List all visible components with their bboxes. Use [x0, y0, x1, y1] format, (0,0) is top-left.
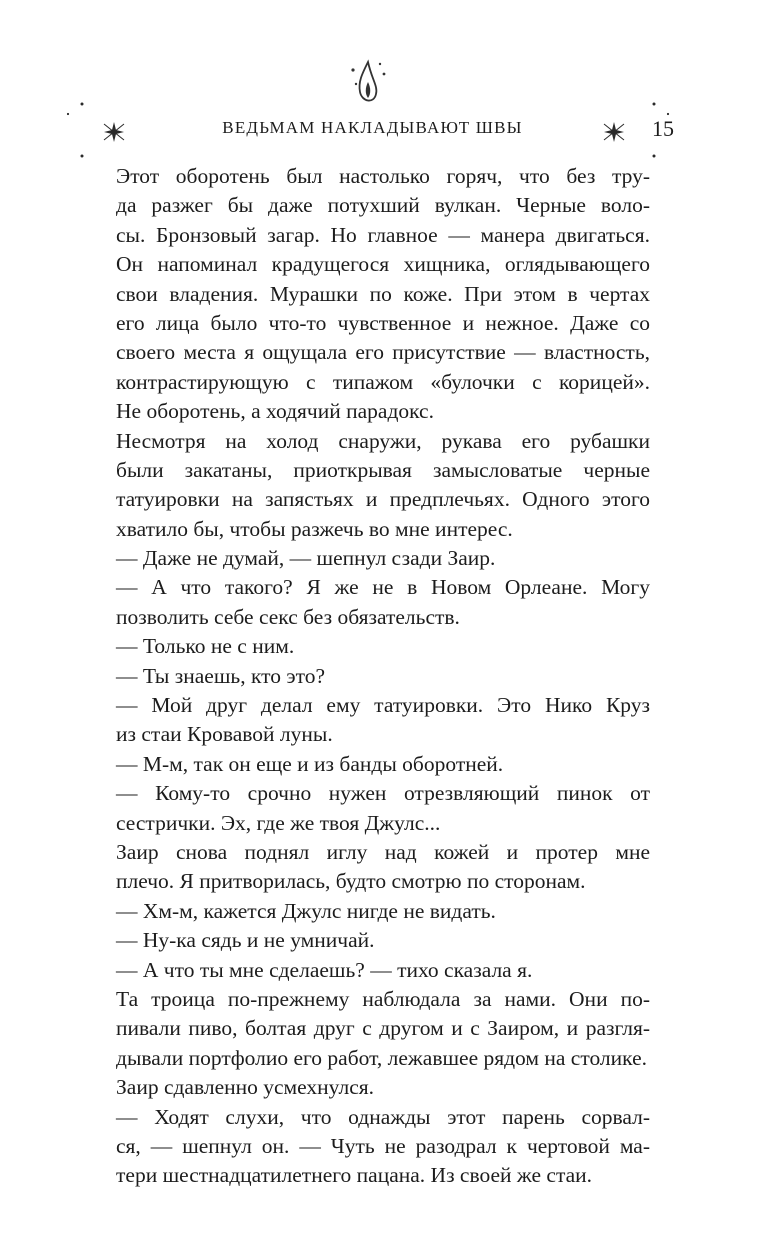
- text-line: позволить себе секс без обязательств.: [116, 604, 460, 629]
- text-line: татуировки на запястьях и предплечьях. Одного этого: [116, 487, 650, 512]
- text-line: Не оборотень, а ходячий парадокс.: [116, 399, 434, 424]
- body-text: [116, 162, 650, 1191]
- text-line: — М-м, так он еще и из банды оборотней.: [116, 751, 504, 776]
- text-line: сестрички. Эх, где же твоя Джулс...: [116, 810, 441, 835]
- text-line: Он напоминал крадущегося хищника, оглядывающего: [116, 252, 650, 277]
- text-line: — Ходят слухи, что однажды этот парень сорвал-: [116, 1104, 650, 1129]
- running-title: ВЕДЬМАМ НАКЛАДЫВАЮТ ШВЫ: [222, 118, 523, 137]
- text-line: своего места я ощущала его присутствие — властность,: [116, 340, 650, 365]
- candle-flame-icon: [344, 58, 392, 118]
- page-header: [0, 0, 768, 170]
- text-line: — Ну-ка сядь и не умничай.: [116, 928, 375, 953]
- moon-star-left-icon: [62, 100, 142, 160]
- text-line: да разжег бы даже потухший вулкан. Черные воло-: [116, 193, 650, 218]
- text-line: Этот оборотень был настолько горяч, что без тру-: [116, 164, 650, 188]
- text-line: плечо. Я притворилась, будто смотрю по сторонам.: [116, 869, 586, 894]
- text-line: контрастирующую с типажом «булочки с корицей».: [116, 369, 650, 394]
- text-line: Заир снова поднял иглу над кожей и протер мне: [116, 839, 650, 864]
- text-line: Та троица по-прежнему наблюдала за нами. Они по-: [116, 986, 650, 1011]
- text-line: свои владения. Мурашки по коже. При этом в чертах: [116, 281, 650, 306]
- text-line: были закатаны, приоткрывая замысловатые черные: [116, 457, 650, 482]
- text-line: — А что такого? Я же не в Новом Орлеане. Могу: [116, 575, 650, 600]
- text-line: — А что ты мне сделаешь? — тихо сказала я.: [116, 957, 533, 982]
- text-line: — Даже не думай, — шепнул сзади Заир.: [116, 546, 496, 571]
- text-line: Несмотря на холод снаружи, рукава его рубашки: [116, 428, 650, 453]
- text-line: — Только не с ним.: [116, 634, 295, 659]
- text-line: его лица было что-то чувственное и нежное. Даже со: [116, 310, 650, 335]
- text-line: дывали портфолио его работ, лежавшее рядом на столике.: [116, 1045, 647, 1070]
- text-line: — Кому-то срочно нужен отрезвляющий пинок от: [116, 781, 650, 806]
- text-line: из стаи Кровавой луны.: [116, 722, 333, 747]
- text-line: — Ты знаешь, кто это?: [116, 663, 325, 688]
- text-line: — Хм-м, кажется Джулс нигде не видать.: [116, 898, 496, 923]
- text-line: ся, — шепнул он. — Чуть не разодрал к чертовой ма-: [116, 1133, 650, 1158]
- text-line: сы. Бронзовый загар. Но главное — манера двигаться.: [116, 222, 650, 247]
- text-line: тери шестнадцатилетнего пацана. Из своей же стаи.: [116, 1163, 593, 1188]
- page-number: 15: [652, 116, 674, 141]
- text-line: — Мой друг делал ему татуировки. Это Нико Круз: [116, 693, 650, 718]
- text-line: пивали пиво, болтая друг с другом и с Заиром, и разгля-: [116, 1016, 650, 1041]
- text-line: хватило бы, чтобы разжечь во мне интерес.: [116, 516, 513, 541]
- text-line: Заир сдавленно усмехнулся.: [116, 1075, 374, 1100]
